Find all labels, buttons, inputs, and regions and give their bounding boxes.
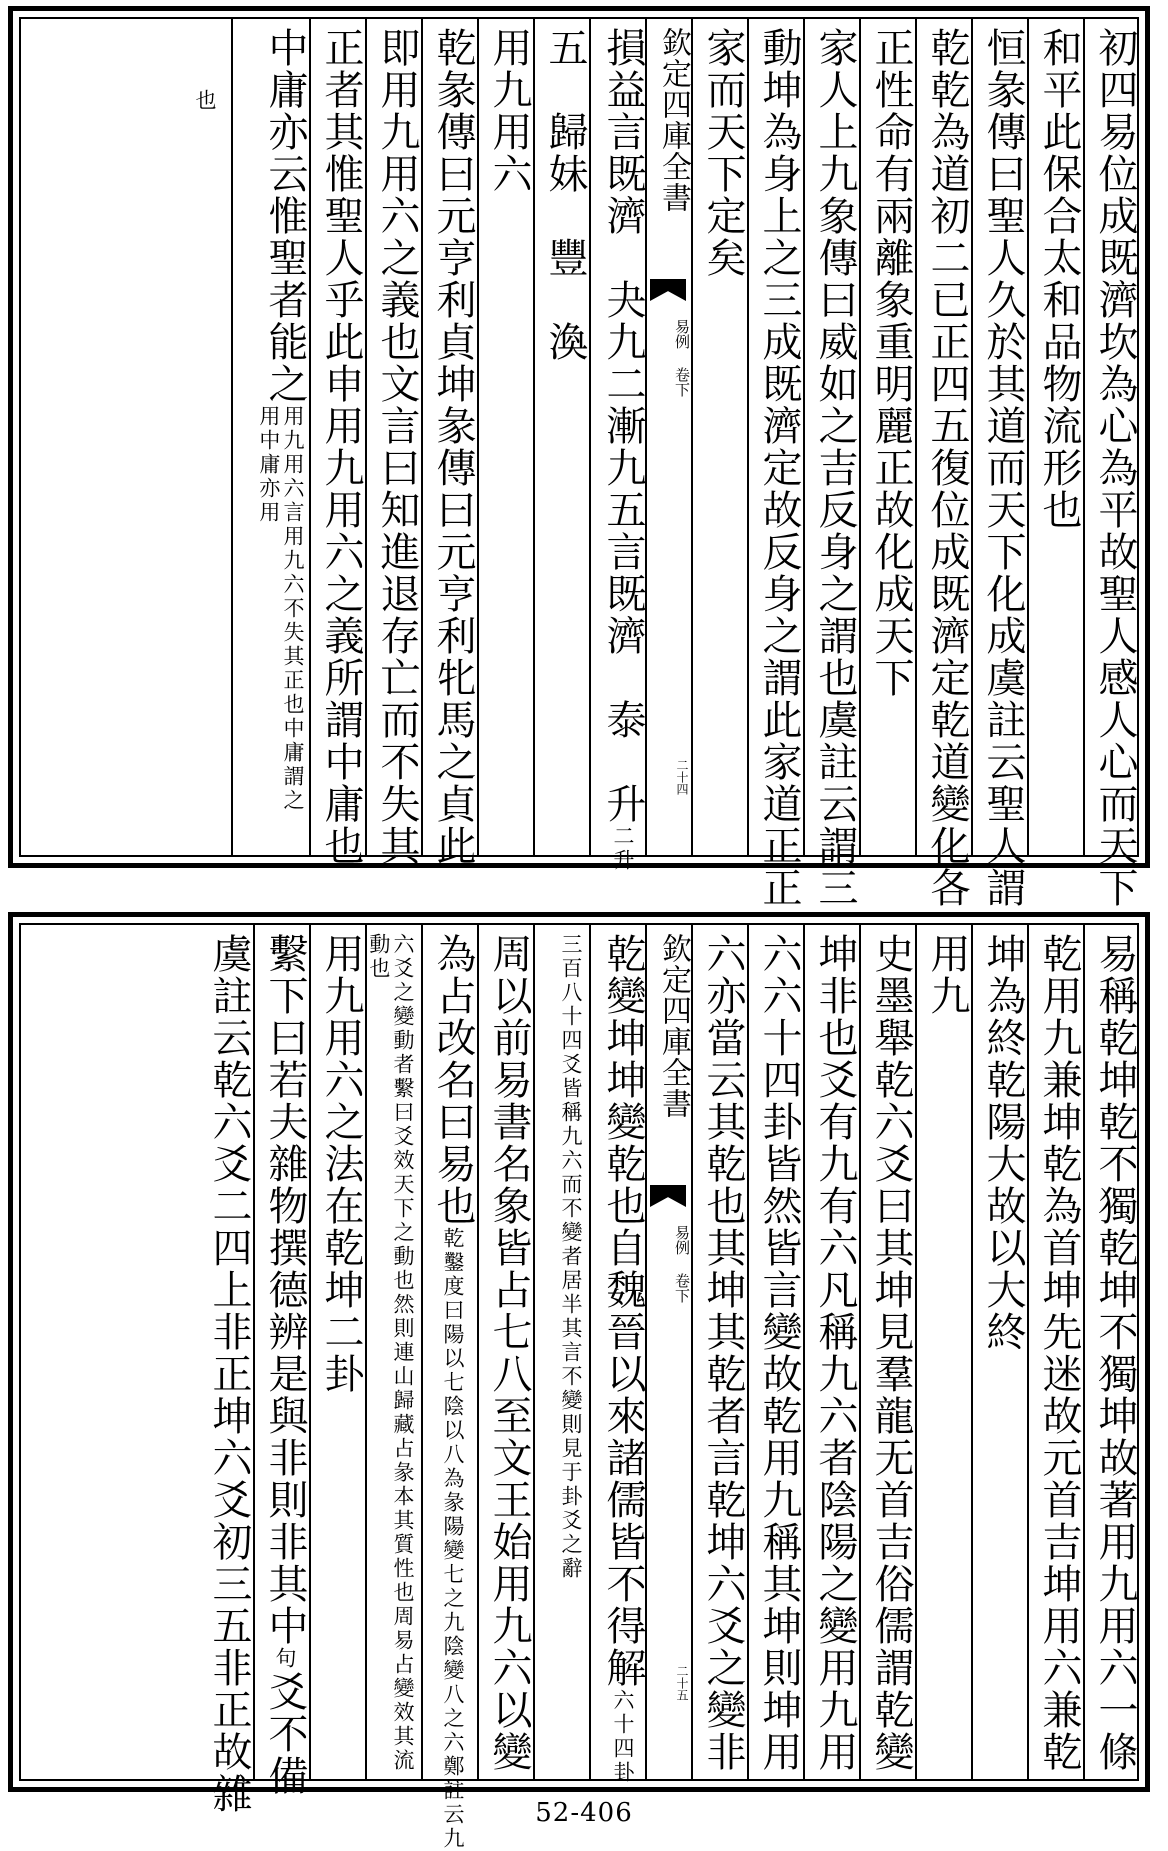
column-rule — [1027, 925, 1029, 1779]
column-rule — [803, 925, 805, 1779]
text-column: 史墨舉乾六爻曰其坤見羣龍无首吉俗儒謂乾變 — [868, 933, 914, 1773]
column-rule — [253, 925, 255, 1779]
inline-note: 句 — [273, 1647, 297, 1671]
column-rule — [747, 925, 749, 1779]
column-rule — [859, 19, 861, 855]
text-column: 動坤為身上之三成既濟定故反身之謂此家道正正 — [756, 27, 802, 909]
text-column: 中庸亦云惟聖者能之 用九用六言用九六不失其正也中庸謂之用中庸亦用 — [257, 27, 305, 867]
text-column: 五 歸妹 豐 渙 — [542, 27, 588, 363]
text-column: 恒彖傳曰聖人久於其道而天下化成虞註云聖人謂 — [980, 27, 1026, 909]
banner-title: 欽定四庫全書 — [656, 27, 691, 213]
column-rule — [971, 925, 973, 1779]
column-rule — [915, 19, 917, 855]
column-rule — [1083, 19, 1085, 855]
column-rule — [477, 925, 479, 1779]
fish-tail-icon — [650, 279, 686, 301]
text-column: 乾乾為道初二已正四五復位成既濟定乾道變化各 — [924, 27, 970, 909]
fish-tail-icon — [650, 1185, 686, 1207]
text-column: 易稱乾坤乾不獨乾坤不獨坤故著用九用六一條 — [1092, 933, 1138, 1773]
column-rule — [1083, 925, 1085, 1779]
column-rule — [421, 19, 423, 855]
column-rule — [915, 925, 917, 1779]
column-rule — [859, 925, 861, 1779]
text-column: 周以前易書名象皆占七八至文王始用九六以變 — [486, 933, 532, 1773]
inline-note: 乾鑿度曰陽以七陰以八為彖陽變七之九陰變八之六鄭註云九 — [441, 1227, 465, 1851]
text-column: 六亦當云其乾也其坤其乾者言乾坤六爻之變非 — [700, 933, 746, 1773]
column-rule — [533, 19, 535, 855]
page-number: 52-406 — [535, 1798, 633, 1828]
leaf-number: 二十五 — [675, 1665, 689, 1701]
text-column: 正性命有兩離象重明麗正故化成天下 — [868, 27, 914, 699]
section-heading: 用九 — [924, 933, 970, 1017]
column-rule — [803, 19, 805, 855]
banner-title: 欽定四庫全書 — [656, 933, 691, 1119]
column-rule — [309, 925, 311, 1779]
text-column: 和平此保合太和品物流形也 — [1036, 27, 1082, 531]
column-rule — [421, 925, 423, 1779]
text-column: 正者其惟聖人乎此申用九用六之義所謂中庸也 — [318, 27, 364, 867]
column-rule — [589, 19, 591, 855]
text-column: 乾用九兼坤乾為首坤先迷故元首吉坤用六兼乾 — [1036, 933, 1082, 1773]
column-rule — [1027, 19, 1029, 855]
text-column: 乾變坤坤變乾也自魏晉以來諸儒皆不得解六十四卦 — [600, 933, 646, 1785]
column-rule — [747, 19, 749, 855]
text-column: 即用九用六之義也文言曰知進退存亡而不失其 — [374, 27, 420, 867]
text-column: 坤為終乾陽大故以大終 — [980, 933, 1026, 1353]
column-rule — [589, 925, 591, 1779]
text-column: 家人上九象傳曰威如之吉反身之謂也虞註云謂三 — [812, 27, 858, 909]
text-column: 坤非也爻有九有六凡稱九六者陰陽之變用九用 — [812, 933, 858, 1773]
banner-mark: 易例 卷下 — [673, 319, 691, 397]
column-rule — [477, 19, 479, 855]
top-leaf — [8, 6, 1150, 909]
leaf-number: 二十四 — [675, 759, 689, 795]
top-leaf-frame — [19, 17, 1139, 909]
text-column: 繫下曰若夫雜物撰德辨是與非則非其中句爻不備 — [262, 933, 308, 1797]
column-rule — [309, 19, 311, 855]
column-rule — [365, 925, 367, 1779]
note-column: 六爻之變動者繫曰爻效天下之動也然則連山歸藏占彖本其質性也周易占變效其流動也 — [366, 933, 415, 1773]
text-column: 六六十四卦皆然皆言變故乾用九稱其坤則坤用 — [756, 933, 802, 1773]
center-banner — [645, 19, 693, 855]
inline-note: 二升 — [611, 825, 635, 873]
text-column: 乾彖傳曰元亨利貞坤彖傳曰元亨利牝馬之貞此 — [430, 27, 476, 867]
text-column: 也 — [193, 89, 217, 113]
column-rule — [971, 19, 973, 855]
text-column: 損益言既濟 夬九二漸九五言既濟 泰 升二升 — [600, 27, 646, 873]
text-column: 為占改名曰易也乾鑿度曰陽以七陰以八為彖陽變七之九陰變八之六鄭註云九 — [430, 933, 476, 1851]
section-heading: 用九用六 — [486, 27, 532, 195]
text-column: 家而天下定矣 — [700, 27, 746, 279]
text-column: 初四易位成既濟坎為心為平故聖人感人心而天下 — [1092, 27, 1138, 909]
inline-note: 六十四卦 — [611, 1689, 635, 1785]
inline-note: 用九用六言用九六不失其正也中庸謂之用中庸亦用 — [256, 405, 305, 813]
banner-mark: 易例 卷下 — [673, 1225, 691, 1303]
text-column: 用九用六之法在乾坤二卦 — [318, 933, 364, 1395]
text-column: 虞註云乾六爻二四上非正坤六爻初三五非正故雜 — [206, 933, 252, 1815]
column-rule — [231, 19, 233, 855]
column-rule — [533, 925, 535, 1779]
note-column: 三百八十四爻皆稱九六而不變者居半其言不變則見于卦爻之辭 — [559, 933, 583, 1581]
center-banner — [645, 925, 693, 1779]
column-rule — [365, 19, 367, 855]
